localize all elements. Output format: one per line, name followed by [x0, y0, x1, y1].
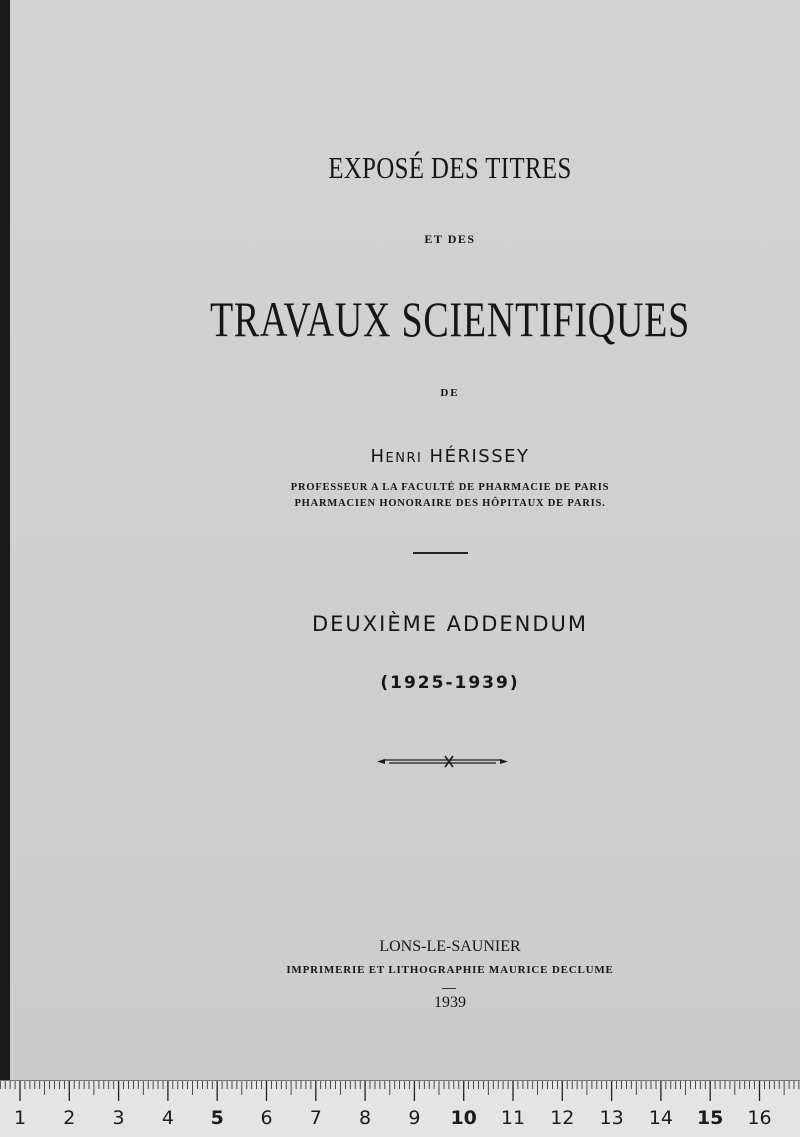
ruler-number: 13 [599, 1107, 624, 1129]
author-name: Henri HÉRISSEY [370, 446, 530, 467]
main-title: TRAVAUX SCIENTIFIQUES [209, 291, 691, 347]
ruler-number: 6 [260, 1107, 273, 1129]
small-rule [442, 988, 456, 989]
author-affiliation-1: PROFESSEUR A LA FACULTÉ DE PHARMACIE DE PARIS [290, 482, 610, 493]
ruler-number: 9 [408, 1107, 421, 1129]
ruler-number: 10 [450, 1107, 477, 1129]
measuring-ruler [0, 1080, 800, 1137]
ruler-ticks [0, 1081, 800, 1107]
ruler-number: 11 [500, 1107, 526, 1129]
ruler-number: 1 [13, 1107, 27, 1129]
ruler-number: 2 [63, 1107, 76, 1129]
heading-et-des: ET DES [424, 232, 476, 246]
ornament-divider [375, 752, 510, 772]
title-page [10, 0, 800, 1090]
publication-city: LONS-LE-SAUNIER [379, 938, 521, 955]
ruler-number: 16 [747, 1107, 772, 1129]
publication-year: 1939 [434, 994, 466, 1011]
year-range: (1925-1939) [380, 673, 520, 693]
ruler-number: 14 [648, 1107, 673, 1129]
ruler-number: 4 [161, 1107, 174, 1129]
ruler-number: 3 [112, 1107, 125, 1129]
ruler-number: 12 [550, 1107, 575, 1129]
heading-expose: EXPOSÉ DES TITRES [328, 150, 572, 185]
ruler-number: 5 [210, 1107, 224, 1129]
ruler-number: 15 [696, 1107, 724, 1129]
addendum-subtitle: DEUXIÈME ADDENDUM [311, 612, 589, 636]
ruler-number: 7 [309, 1107, 322, 1129]
heading-de: DE [440, 387, 460, 399]
ruler-number: 8 [359, 1107, 372, 1129]
printer-name: IMPRIMERIE ET LITHOGRAPHIE MAURICE DECLUME [286, 964, 614, 976]
author-affiliation-2: PHARMACIEN HONORAIRE DES HÔPITAUX DE PARIS. [294, 498, 606, 509]
separator-rule [413, 552, 468, 554]
